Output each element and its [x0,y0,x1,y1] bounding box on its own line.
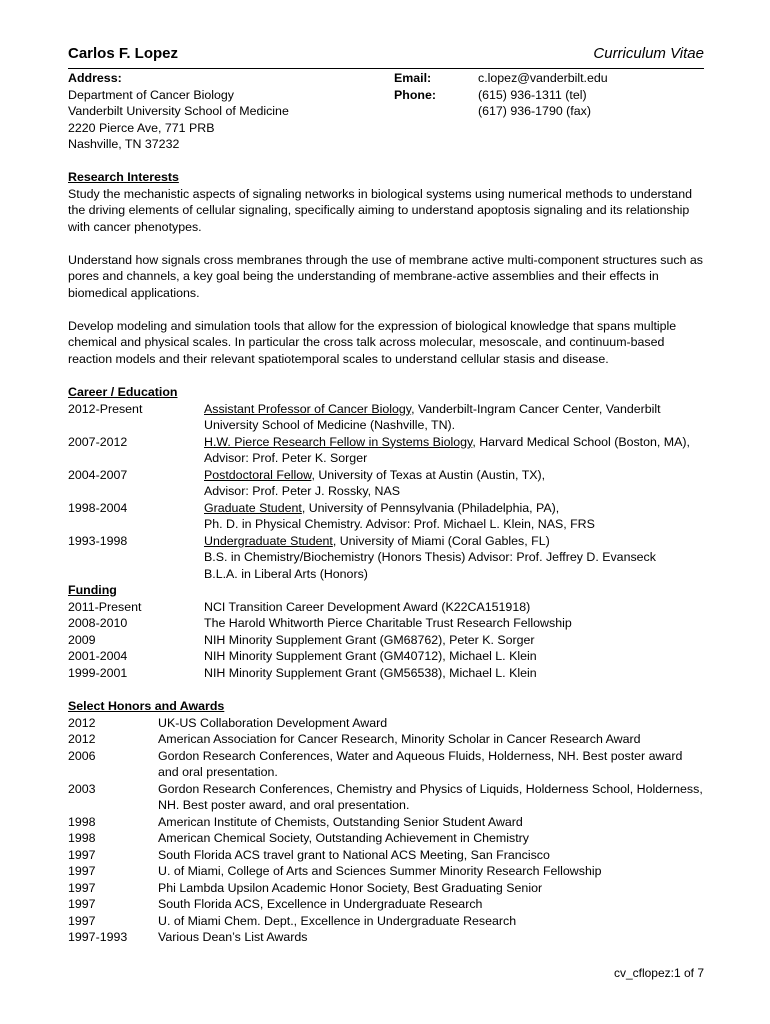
career-detail [204,401,704,434]
honors-list [68,715,704,946]
funding-item [68,632,704,649]
honor-date: 2012 [68,732,96,746]
honor-item [68,814,704,831]
career-institution: , Vanderbilt-Ingram Cancer Center, Vanderbilt University School of Medicine (Nashville, TN). [204,401,661,432]
honor-item [68,913,704,930]
career-item [68,500,704,533]
honor-date: 1997 [68,847,96,862]
phone-label: Phone: [394,87,436,102]
funding-text: The Harold Whitworth Pierce Charitable Trust Research Fellowship [204,616,572,630]
funding-section [68,582,704,681]
research-paragraph: Understand how signals cross membranes through the use of membrane active multi-component structures such as pores and channels, a key goal being the understanding of membrane-active assemblies and their effects in biomedical applications. [68,252,703,300]
honor-date: 2006 [68,748,96,763]
funding-item [68,648,704,665]
career-extra-line: Advisor: Prof. Peter J. Rossky, NAS [204,484,401,498]
career-detail [204,533,704,583]
career-main-line [204,533,704,550]
career-role: Assistant Professor of Cancer Biology [204,401,412,416]
honor-text: Various Dean’s List Awards [158,930,308,944]
page-footer: cv_cflopez:1 of 7 [613,966,704,980]
address-line: 2220 Pierce Ave, 771 PRB [68,120,215,135]
phone-tel: (615) 936-1311 (tel) [478,87,587,102]
phone-fax: (617) 936-1790 (fax) [478,104,591,118]
career-date: 2012-Present [68,401,143,416]
header [68,44,704,69]
career-date: 2004-2007 [68,467,128,482]
honor-date: 1997 [68,880,96,895]
career-role: Undergraduate Student [204,533,333,548]
honor-text: Phi Lambda Upsilon Academic Honor Society, Best Graduating Senior [158,880,543,895]
career-date: 2007-2012 [68,434,128,449]
honor-item [68,847,704,864]
honor-item [68,748,704,781]
funding-text: NCI Transition Career Development Award (K22CA151918) [204,599,531,614]
honor-text: UK-US Collaboration Development Award [158,715,388,730]
honor-item [68,731,704,748]
honor-item [68,781,704,814]
research-paragraph: Study the mechanistic aspects of signaling networks in biological systems using numerical methods to understand the driving elements of cellular signaling, specifically aiming to understand apoptosis signaling and its relationship with cancer phenotypes. [68,186,692,234]
honor-text: Gordon Research Conferences, Chemistry and Physics of Liquids, Holderness School, Holderness, NH. Best poster award, and oral presentation. [158,781,703,812]
career-main-line [204,434,704,451]
honor-item [68,863,704,880]
career-main-line [204,500,704,517]
honor-item [68,929,704,946]
honor-text: U. of Miami Chem. Dept., Excellence in Undergraduate Research [158,913,517,928]
email-label: Email: [394,71,432,85]
career-detail [204,500,704,533]
career-role: Graduate Student [204,500,302,515]
honor-text: American Institute of Chemists, Outstanding Senior Student Award [158,814,523,829]
honor-item [68,830,704,847]
honor-item [68,715,704,732]
career-institution: , University of Pennsylvania (Philadelphia, PA), [301,500,560,515]
funding-text: NIH Minority Supplement Grant (GM56538), Michael L. Klein [204,665,537,680]
address-block [68,70,388,153]
funding-item [68,665,704,682]
honor-item [68,896,704,913]
email-address[interactable]: c.lopez@vanderbilt.edu [478,71,608,85]
career-institution: , Harvard Medical School (Boston, MA), [472,434,690,449]
career-extra-line: B.S. in Chemistry/Biochemistry (Honors Thesis) Advisor: Prof. Jeffrey D. Evanseck [204,550,656,564]
address-line: Nashville, TN 37232 [68,137,180,151]
honor-text: South Florida ACS travel grant to National ACS Meeting, San Francisco [158,847,550,862]
section-title: Research Interests [68,170,179,184]
honor-date: 1997-1993 [68,930,128,944]
career-item [68,467,704,500]
honor-item [68,880,704,897]
career-institution: , University of Miami (Coral Gables, FL) [332,533,550,548]
career-item [68,533,704,583]
honor-date: 2003 [68,781,96,796]
honors-section [68,698,704,946]
career-detail [204,467,704,500]
author-name: Carlos F. Lopez [68,45,179,62]
career-item [68,401,704,434]
funding-date: 1999-2001 [68,665,128,680]
career-detail [204,434,704,467]
honor-date: 1997 [68,897,96,911]
honor-date: 1998 [68,831,96,845]
honor-date: 1997 [68,913,96,928]
contact-block [394,70,704,120]
address-line: Vanderbilt University School of Medicine [68,104,289,118]
career-main-line [204,467,704,484]
cv-page [68,0,704,1024]
research-paragraph: Develop modeling and simulation tools that allow for the expression of biological knowledge that spans multiple chemical and physical scales. In particular the cross talk across molecular, mesoscale, and continuum-based reaction models and their relevant spatiotemporal scales to understand cellular stasis and disease. [68,318,677,366]
honor-text: American Chemical Society, Outstanding Achievement in Chemistry [158,831,529,845]
section-title: Select Honors and Awards [68,699,225,713]
honor-date: 1997 [68,864,96,878]
research-section [68,169,704,367]
funding-text: NIH Minority Supplement Grant (GM68762), Peter K. Sorger [204,632,535,647]
section-title: Career / Education [68,385,178,399]
career-institution: , University of Texas at Austin (Austin, TX), [311,467,546,482]
section-title: Funding [68,583,117,597]
career-extra-line: Ph. D. in Physical Chemistry. Advisor: Prof. Michael L. Klein, NAS, FRS [204,517,595,531]
cv-label: Curriculum Vitae [593,45,704,62]
career-role: Postdoctoral Fellow [204,467,312,482]
funding-item [68,615,704,632]
funding-text: NIH Minority Supplement Grant (GM40712), Michael L. Klein [204,649,537,663]
honor-date: 2012 [68,715,96,730]
career-extra-line: B.L.A. in Liberal Arts (Honors) [204,566,368,581]
career-item [68,434,704,467]
honor-text: Gordon Research Conferences, Water and Aqueous Fluids, Holderness, NH. Best poster award and oral presentation. [158,748,683,779]
honor-text: South Florida ACS, Excellence in Undergraduate Research [158,897,483,911]
funding-list [68,599,704,682]
honor-text: U. of Miami, College of Arts and Sciences Summer Minority Research Fellowship [158,864,602,878]
career-extra-line: Advisor: Prof. Peter K. Sorger [204,451,368,465]
career-date: 1998-2004 [68,500,128,515]
career-main-line [204,401,704,434]
career-section [68,384,704,582]
funding-date: 2008-2010 [68,616,128,630]
funding-date: 2009 [68,632,96,647]
career-list [68,401,704,583]
honor-date: 1998 [68,814,96,829]
address-label: Address: [68,71,122,85]
career-role: H.W. Pierce Research Fellow in Systems Biology [204,434,473,449]
address-line: Department of Cancer Biology [68,87,234,102]
career-date: 1993-1998 [68,533,128,548]
honor-text: American Association for Cancer Research, Minority Scholar in Cancer Research Award [158,732,641,746]
funding-date: 2011-Present [68,599,142,614]
funding-date: 2001-2004 [68,649,128,663]
funding-item [68,599,704,616]
